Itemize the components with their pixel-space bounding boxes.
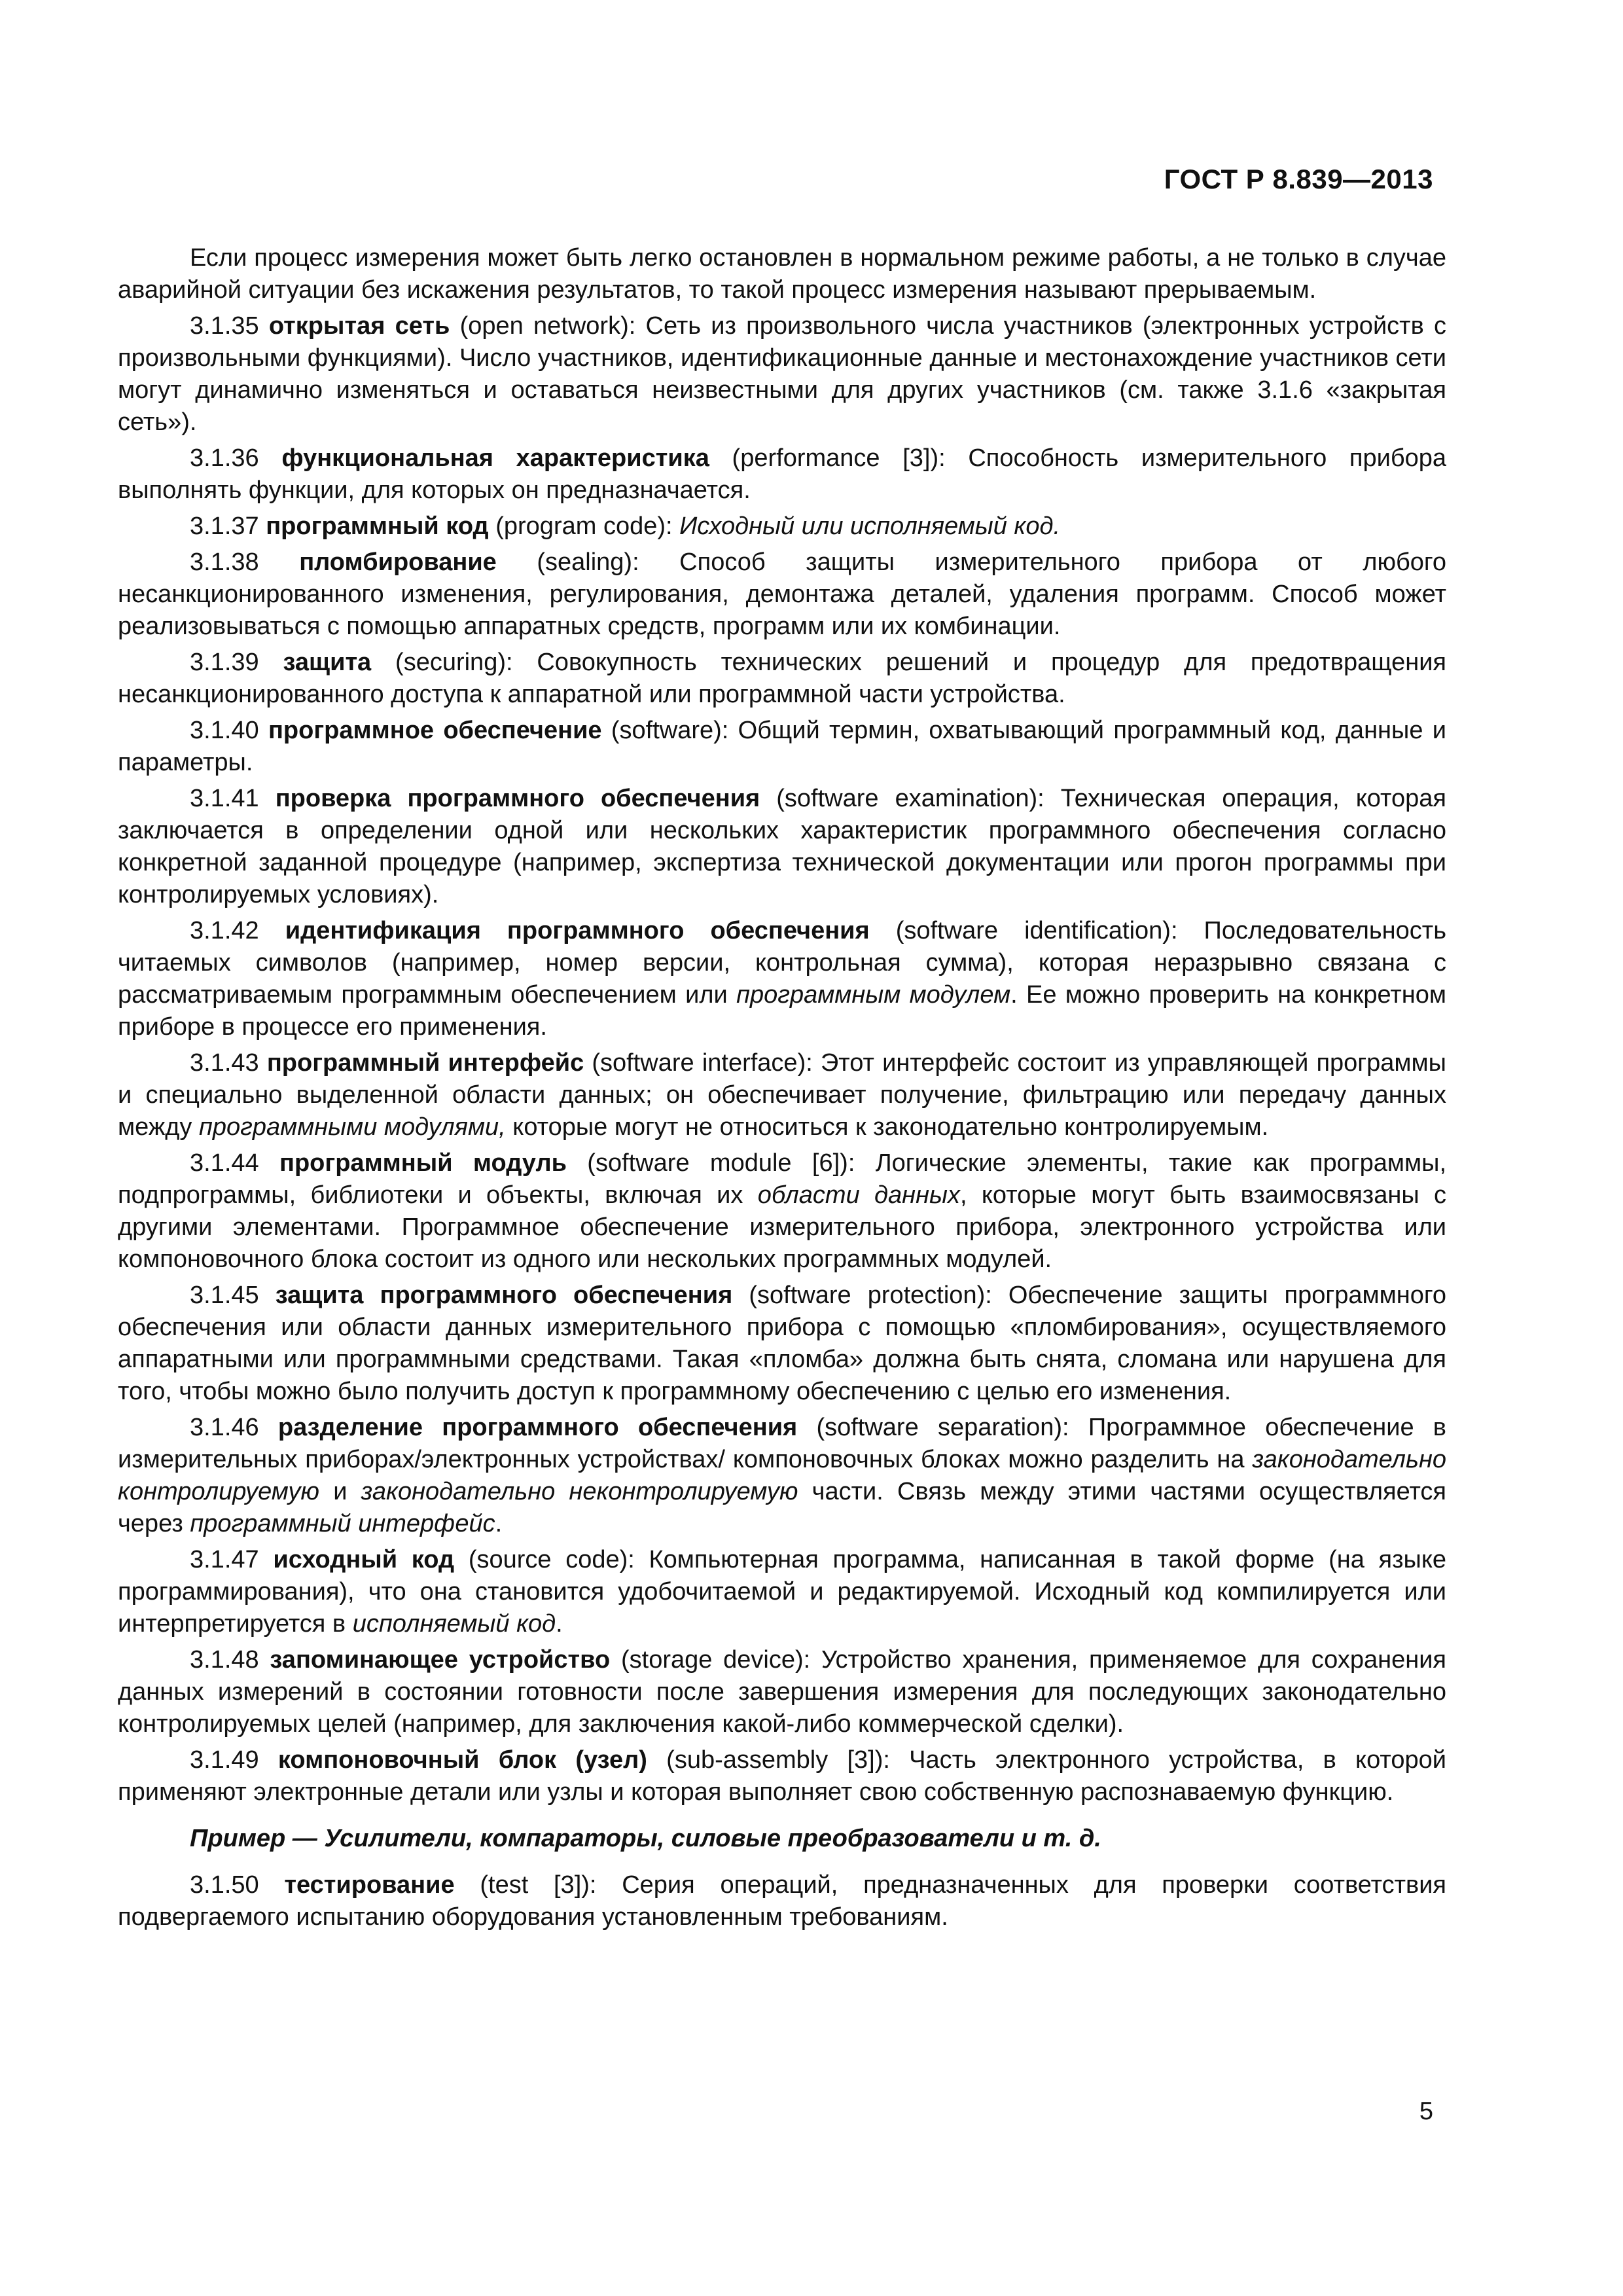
entry-definition: (program code): bbox=[488, 512, 680, 540]
entry-definition: (securing): Совокупность технических решений и процедур для предотвращения несанкционированного доступа к аппаратной или программной части устройства. bbox=[118, 649, 1447, 708]
entry-term: разделение программного обеспечения bbox=[277, 1414, 798, 1441]
entry-3-1-49 bbox=[118, 1744, 1446, 1808]
entry-term: исходный код bbox=[273, 1546, 455, 1573]
entry-term: тестирование bbox=[284, 1871, 455, 1899]
entry-term: программное обеспечение bbox=[268, 717, 602, 744]
entry-3-1-44 bbox=[118, 1147, 1446, 1276]
entry-3-1-39 bbox=[118, 647, 1446, 711]
entry-number: 3.1.48 bbox=[190, 1646, 259, 1674]
document-body bbox=[118, 242, 1446, 1937]
entry-definition: (performance [3]): Способность измерительного прибора выполнять функции, для которых он предназначается. bbox=[118, 444, 1446, 504]
entry-number: 3.1.39 bbox=[190, 649, 259, 676]
entry-term: программный интерфейс bbox=[266, 1049, 584, 1077]
entry-italic-text: законодательно контролируемую bbox=[118, 1446, 1446, 1505]
entry-number: 3.1.49 bbox=[190, 1746, 259, 1774]
entry-definition-tail: . bbox=[495, 1510, 503, 1537]
entry-number: 3.1.50 bbox=[190, 1871, 259, 1899]
entry-definition-tail: части. Связь между этими частями осуществляется через bbox=[118, 1478, 1447, 1537]
entry-definition: (sub-assembly [3]): Часть электронного устройства, в которой применяют электронные детали или узлы и которая выполняет свою собственную распознаваемую функцию. bbox=[118, 1746, 1447, 1806]
entry-definition: (open network): Сеть из произвольного числа участников (электронных устройств с произвольными функциями). Число участников, идентификационные данные и местонахождение участников сети могут динамично изменяться и оставаться неизвестными для других участников (см. также 3.1.6 «закрытая сеть»). bbox=[118, 312, 1446, 436]
entry-number: 3.1.44 bbox=[190, 1149, 259, 1177]
entry-number: 3.1.42 bbox=[190, 917, 259, 944]
entry-definition: (sealing): Способ защиты измерительного прибора от любого несанкционированного изменения, регулирования, демонтажа деталей, удаления программ. Способ может реализовываться с помощью аппаратных средств, программ или их комбинации. bbox=[118, 548, 1446, 640]
entry-3-1-46 bbox=[118, 1412, 1446, 1540]
entry-term: программный код bbox=[266, 512, 489, 540]
entry-3-1-50 bbox=[118, 1869, 1446, 1933]
entry-3-1-45 bbox=[118, 1280, 1446, 1408]
entry-number: 3.1.45 bbox=[190, 1282, 259, 1309]
entry-term: функциональная характеристика bbox=[281, 444, 709, 472]
entry-3-1-43 bbox=[118, 1047, 1446, 1143]
entry-number: 3.1.38 bbox=[190, 548, 259, 576]
entry-3-1-42 bbox=[118, 915, 1446, 1043]
entry-term: идентификация программного обеспечения bbox=[285, 917, 870, 944]
entry-definition: (software interface): Этот интерфейс состоит из управляющей программы и специально выделенной области данных; он обеспечивает получение, фильтрацию или передачу данных между bbox=[118, 1049, 1446, 1141]
entry-number: 3.1.37 bbox=[190, 512, 259, 540]
entry-3-1-35 bbox=[118, 310, 1446, 439]
entry-3-1-48 bbox=[118, 1644, 1446, 1740]
entry-italic-text: области данных bbox=[757, 1181, 960, 1209]
entry-definition: (software examination): Техническая операция, которая заключается в определении одной или нескольких характеристик программного обеспечения согласно конкретной заданной процедуре (например, экспертиза технической документации или прогон программы при контролируемых условиях). bbox=[118, 785, 1447, 908]
entry-term: запоминающее устройство bbox=[270, 1646, 611, 1674]
entry-italic-text: законодательно неконтролируемую bbox=[361, 1478, 798, 1505]
entry-number: 3.1.35 bbox=[190, 312, 259, 340]
entry-number: 3.1.47 bbox=[190, 1546, 259, 1573]
entry-definition-tail: и bbox=[319, 1478, 361, 1505]
entry-number: 3.1.36 bbox=[190, 444, 259, 472]
entry-definition-tail: , которые могут быть взаимосвязаны с другими элементами. Программное обеспечение измерительного прибора, электронного устройства или компоновочного блока состоит из одного или нескольких программных модулей. bbox=[118, 1181, 1446, 1273]
entry-term: компоновочный блок (узел) bbox=[277, 1746, 647, 1774]
entry-3-1-41 bbox=[118, 783, 1446, 911]
entry-definition-tail: . Ее можно проверить на конкретном приборе в процессе его применения. bbox=[118, 981, 1446, 1041]
entry-italic-text: программным модулем bbox=[736, 981, 1011, 1009]
entry-definition: (storage device): Устройство хранения, применяемое для сохранения данных измерений в состоянии готовности после завершения измерения для последующих законодательно контролируемых целей (например, для заключения какой-либо коммерческой сделки). bbox=[118, 1646, 1447, 1738]
entry-term: защита программного обеспечения bbox=[275, 1282, 733, 1309]
entry-definition-tail: . bbox=[556, 1610, 563, 1638]
entry-3-1-37 bbox=[118, 511, 1446, 543]
entry-definition: (source code): Компьютерная программа, написанная в такой форме (на языке программирования), что она становится удобочитаемой и редактируемой. Исходный код компилируется или интерпретируется в bbox=[118, 1546, 1447, 1638]
entry-term: открытая сеть bbox=[268, 312, 450, 340]
entry-italic-text: Исходный или исполняемый код. bbox=[679, 512, 1061, 540]
entry-3-1-40 bbox=[118, 715, 1446, 779]
entry-definition-tail: которые могут не относиться к законодательно контролируемым. bbox=[505, 1113, 1269, 1141]
entry-definition: (software identification): Последовательность читаемых символов (например, номер версии, контрольная сумма), которая неразрывно связана с рассматриваемым программным обеспечением или bbox=[118, 917, 1446, 1009]
entry-term: программный модуль bbox=[279, 1149, 567, 1177]
entry-number: 3.1.46 bbox=[190, 1414, 259, 1441]
entry-number: 3.1.40 bbox=[190, 717, 259, 744]
entry-definition: (software separation): Программное обеспечение в измерительных приборах/электронных устройствах/ компоновочных блоках можно разделить на bbox=[118, 1414, 1446, 1473]
entry-term: защита bbox=[283, 649, 372, 676]
example-note: Пример — Усилители, компараторы, силовые преобразователи и т. д. bbox=[190, 1825, 1101, 1852]
entry-definition: (software module [6]): Логические элементы, такие как программы, подпрограммы, библиотеки и объекты, включая их bbox=[118, 1149, 1447, 1209]
page-number: 5 bbox=[1419, 2098, 1433, 2125]
entry-definition: (test [3]): Серия операций, предназначенных для проверки соответствия подвергаемого испытанию оборудования установленным требованиям. bbox=[118, 1871, 1446, 1931]
entry-italic-text: программный интерфейс bbox=[190, 1510, 495, 1537]
entry-italic-text: программными модулями, bbox=[198, 1113, 506, 1141]
entry-3-1-38 bbox=[118, 547, 1446, 643]
intro-paragraph: Если процесс измерения может быть легко остановлен в нормальном режиме работы, а не только в случае аварийной ситуации без искажения результатов, то такой процесс измерения называют прерываемым. bbox=[118, 244, 1446, 304]
document-standard-id: ГОСТ Р 8.839—2013 bbox=[1164, 164, 1433, 194]
entry-italic-text: исполняемый код bbox=[352, 1610, 556, 1638]
entry-term: проверка программного обеспечения bbox=[275, 785, 760, 812]
entry-number: 3.1.43 bbox=[190, 1049, 259, 1077]
entry-definition: (software): Общий термин, охватывающий программный код, данные и параметры. bbox=[118, 717, 1447, 776]
entry-3-1-36 bbox=[118, 442, 1446, 507]
entry-term: пломбирование bbox=[299, 548, 497, 576]
entry-definition: (software protection): Обеспечение защиты программного обеспечения или области данных измерительного прибора с помощью «пломбирования», осуществляемого аппаратными или программными средствами. Такая «пломба» должна быть снята, сломана или нарушена для того, чтобы можно было получить доступ к программному обеспечению с целью его изменения. bbox=[118, 1282, 1447, 1405]
entry-number: 3.1.41 bbox=[190, 785, 259, 812]
entry-3-1-47 bbox=[118, 1544, 1446, 1640]
